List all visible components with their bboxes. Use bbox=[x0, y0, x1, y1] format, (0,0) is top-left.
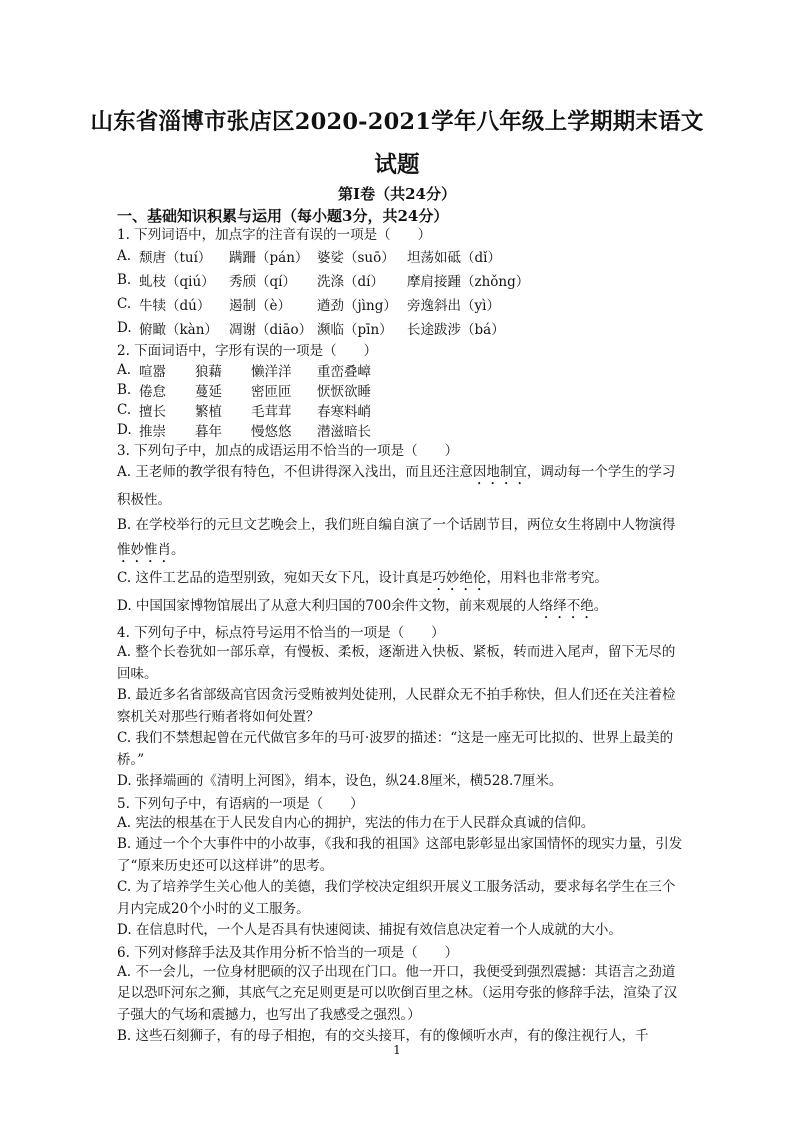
option-item: 蹒跚（pán） bbox=[229, 250, 309, 266]
option-label: A. bbox=[117, 362, 132, 378]
section-heading: 一、基础知识积累与运用（每小题3分，共24分） bbox=[117, 207, 449, 225]
option-item: 遒劲（jìng） bbox=[317, 298, 397, 314]
option-label: B. bbox=[117, 382, 132, 398]
option-item: 慢悠悠 bbox=[251, 424, 292, 440]
option-item: 春寒料峭 bbox=[317, 404, 371, 420]
question-2-option-d bbox=[117, 420, 687, 440]
option-item: 旁逸斜出（yì） bbox=[407, 298, 500, 314]
option-item: 倦怠 bbox=[139, 384, 166, 400]
question-6-option-b: B. 这些石刻狮子，有的母子相抱，有的交头接耳，有的像倾听水声，有的像注视行人，千 bbox=[117, 1028, 649, 1044]
option-item: 濒临（pīn） bbox=[317, 322, 393, 338]
option-item: 遏制（è） bbox=[229, 298, 291, 314]
option-item: 恹恹欲睡 bbox=[317, 384, 371, 400]
question-6-stem: 6. 下列对修辞手法及其作用分析不恰当的一项是（ ） bbox=[117, 944, 459, 961]
option-item: 颓唐（tuí） bbox=[139, 250, 212, 266]
question-3-stem: 3. 下列句子中，加点的成语运用不恰当的一项是（ ） bbox=[117, 443, 459, 459]
option-item: 繁植 bbox=[195, 404, 222, 420]
option-item: 喧嚣 bbox=[139, 364, 166, 380]
question-content bbox=[117, 226, 687, 1048]
option-text: 。 bbox=[593, 598, 608, 614]
option-item: 毛茸茸 bbox=[251, 404, 292, 420]
question-3-option-b bbox=[117, 513, 687, 566]
question-5-option-c: C. 为了培养学生关心他人的美德，我们学校决定组织开展义工服务活动，要求每名学生在三个月内完成20个小时的义工服务。 bbox=[117, 879, 676, 917]
option-item: 牛犊（dú） bbox=[139, 298, 211, 314]
option-item: 推崇 bbox=[139, 424, 166, 440]
option-item: 洗涤（dí） bbox=[317, 274, 384, 290]
question-1-stem: 1. 下列词语中，加点字的注音有误的一项是（ ） bbox=[117, 227, 432, 243]
option-item: 蔓延 bbox=[195, 384, 222, 400]
option-text: D. 中国国家博物馆展出了从意大利归国的700余件文物，前来观展的人 bbox=[117, 598, 540, 614]
dotted-idiom: 惟妙惟肖 bbox=[117, 542, 171, 558]
document-title-line2: 试题 bbox=[374, 152, 420, 178]
question-3-option-d bbox=[117, 594, 687, 622]
question-5-option-a: A. 宪法的根基在于人民发自内心的拥护，宪法的伟力在于人民群众真诚的信仰。 bbox=[117, 814, 595, 831]
option-text: B. 在学校举行的元旦文艺晚会上，我们班自编自演了一个话剧节目，两位女生将剧中人物演得 bbox=[117, 517, 676, 533]
option-item: 婆娑（suō） bbox=[317, 250, 395, 266]
question-1-option-a bbox=[117, 244, 687, 268]
question-4-option-b: B. 最近多名省部级高官因贪污受贿被判处徒刑，人民群众无不拍手称快，但人们还在关注着检察机关对那些行贿者将如何处置？ bbox=[117, 687, 676, 725]
option-label: B. bbox=[117, 272, 132, 288]
question-3-option-c bbox=[117, 566, 687, 594]
question-1-option-c bbox=[117, 292, 687, 316]
option-label: A. bbox=[117, 248, 132, 264]
option-text: C. 这件工艺品的造型别致，宛如天女下凡，设计真是 bbox=[117, 570, 433, 586]
option-item: 擅长 bbox=[139, 404, 166, 420]
paper-part-title: 第Ⅰ卷（共24分） bbox=[338, 185, 456, 203]
question-6-option-a: A. 不一会儿，一位身材肥硕的汉子出现在门口。他一开口，我便受到强烈震撼：其语言之劲道足以恐吓河东之狮，其底气之充足则更是可以吹倒百里之林。（运用夸张的修辞手法，渲染了汉子强大的气场和震撼力，也写出了我感受之强烈。） bbox=[117, 963, 678, 1023]
dotted-idiom: 因地制宜 bbox=[472, 464, 527, 480]
dotted-idiom: 巧妙绝伦 bbox=[432, 570, 487, 586]
document-title-line1: 山东省淄博市张店区2020-2021学年八年级上学期期末语文 bbox=[90, 109, 704, 135]
option-item: 暮年 bbox=[195, 424, 222, 440]
option-item: 坦荡如砥（dǐ） bbox=[407, 250, 501, 266]
question-2-option-c bbox=[117, 400, 687, 420]
question-5-option-d: D. 在信息时代，一个人是否具有快速阅读、捕捉有效信息决定着一个人成就的大小。 bbox=[117, 922, 622, 938]
question-4-stem: 4. 下列句子中，标点符号运用不恰当的一项是（ ） bbox=[117, 625, 445, 641]
page-number: 1 bbox=[393, 1043, 401, 1057]
option-item: 密匝匝 bbox=[251, 384, 292, 400]
option-label: D. bbox=[117, 320, 132, 336]
option-text: ，调动每一个学生的学习积极性。 bbox=[117, 464, 676, 508]
option-item: 懒洋洋 bbox=[251, 364, 292, 380]
option-item: 重峦叠嶂 bbox=[317, 364, 371, 380]
question-2-option-b bbox=[117, 380, 687, 400]
question-3-option-a bbox=[117, 460, 687, 513]
dotted-idiom: 络绎不绝 bbox=[539, 598, 594, 614]
option-item: 凋谢（diāo） bbox=[229, 322, 313, 338]
option-item: 虬枝（qiú） bbox=[139, 274, 215, 290]
option-item: 潜滋暗长 bbox=[317, 424, 371, 440]
question-4-option-c: C. 我们不禁想起曾在元代做官多年的马可·波罗的描述：“这是一座无可比拟的、世界上最美的桥。” bbox=[117, 730, 674, 768]
option-item: 长途跋涉（bá） bbox=[407, 322, 505, 338]
option-label: D. bbox=[117, 422, 132, 438]
question-2-options bbox=[117, 360, 687, 440]
question-1-option-b bbox=[117, 268, 687, 292]
option-item: 狼藉 bbox=[195, 364, 222, 380]
option-text: ，用料也非常考究。 bbox=[486, 570, 608, 586]
option-item: 摩肩接踵（zhǒng） bbox=[407, 274, 530, 290]
question-5-stem: 5. 下列句子中，有语病的一项是（ ） bbox=[117, 795, 364, 812]
option-text: 。 bbox=[171, 542, 185, 558]
option-label: C. bbox=[117, 402, 132, 418]
option-item: 秀颀（qí） bbox=[229, 274, 296, 290]
question-4-option-a: A. 整个长卷犹如一部乐章，有慢板、柔板，逐渐进入快板、紧板，转而进入尾声，留下无尽的回味。 bbox=[117, 644, 676, 682]
option-label: C. bbox=[117, 296, 132, 312]
question-4-option-d: D. 张择端画的《清明上河图》，绢本，设色，纵24.8厘米，横528.7厘米。 bbox=[117, 773, 563, 789]
question-2-stem: 2. 下面词语中，字形有误的一项是（ ） bbox=[117, 343, 378, 359]
option-item: 俯瞰（kàn） bbox=[139, 322, 218, 338]
option-text: A. 王老师的教学很有特色，不但讲得深入浅出，而且还注意 bbox=[117, 464, 473, 480]
question-1-option-d bbox=[117, 316, 687, 340]
question-5-option-b: B. 通过一个个大事件中的小故事，《我和我的祖国》这部电影彰显出家国情怀的现实力量，引发了“原来历史还可以这样讲”的思考。 bbox=[117, 836, 683, 874]
question-2-option-a bbox=[117, 360, 687, 380]
